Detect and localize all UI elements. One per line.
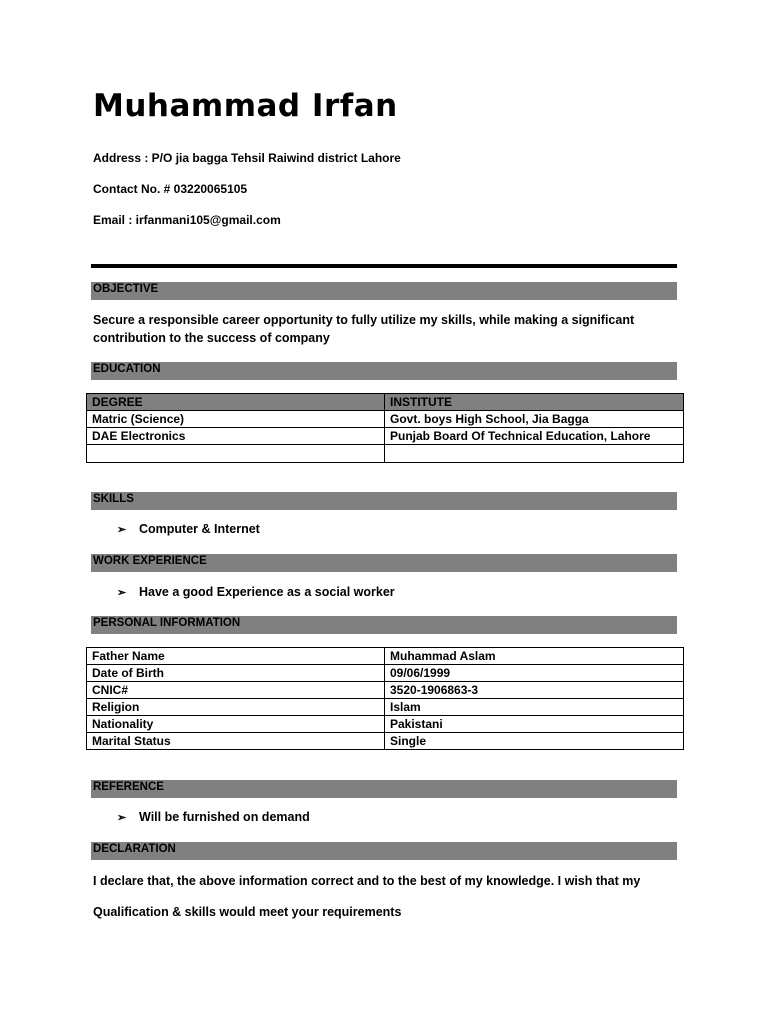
education-degree-cell [87,445,385,463]
resume-name: Muhammad Irfan [93,88,398,124]
objective-heading: OBJECTIVE [91,282,677,300]
personal-label-cell: Religion [87,699,385,716]
personal-label-cell: Marital Status [87,733,385,750]
education-degree-cell: DAE Electronics [87,428,385,445]
education-header-degree: DEGREE [87,394,385,411]
skills-heading: SKILLS [91,492,677,510]
table-row [87,733,684,750]
arrow-bullet-icon: ➢ [117,587,127,599]
list-item [117,585,395,599]
personal-information-heading: PERSONAL INFORMATION [91,616,677,634]
header-divider [91,264,677,268]
work-experience-heading: WORK EXPERIENCE [91,554,677,572]
declaration-line-2: Qualification & skills would meet your requirements [93,905,402,919]
objective-text: Secure a responsible career opportunity to fully utilize my skills, while making a significant contribution to the success of company [93,313,635,345]
arrow-bullet-icon: ➢ [117,812,127,824]
education-table [86,393,684,463]
work-text: Have a good Experience as a social worker [139,585,395,599]
education-header-institute: INSTITUTE [385,394,684,411]
declaration-line-1: I declare that, the above information correct and to the best of my knowledge. I wish that my [93,874,641,888]
education-heading: EDUCATION [91,362,677,380]
list-item [117,810,310,824]
personal-label-cell: Father Name [87,648,385,665]
personal-label-cell: CNIC# [87,682,385,699]
education-degree-cell: Matric (Science) [87,411,385,428]
personal-value-cell: Islam [385,699,684,716]
skill-text: Computer & Internet [139,522,260,536]
personal-value-cell: 3520-1906863-3 [385,682,684,699]
reference-heading: REFERENCE [91,780,677,798]
table-row [87,428,684,445]
arrow-bullet-icon: ➢ [117,524,127,536]
education-institute-cell: Punjab Board Of Technical Education, Lahore [385,428,684,445]
education-institute-cell [385,445,684,463]
personal-label-cell: Nationality [87,716,385,733]
personal-value-cell: Muhammad Aslam [385,648,684,665]
personal-label-cell: Date of Birth [87,665,385,682]
personal-information-table [86,647,684,750]
declaration-heading: DECLARATION [91,842,677,860]
email-line: Email : irfanmani105@gmail.com [93,213,281,227]
address-line: Address : P/O jia bagga Tehsil Raiwind district Lahore [93,151,401,165]
table-row [87,682,684,699]
education-header-row [87,394,684,411]
education-institute-cell: Govt. boys High School, Jia Bagga [385,411,684,428]
reference-text: Will be furnished on demand [139,810,310,824]
personal-value-cell: Pakistani [385,716,684,733]
table-row [87,699,684,716]
table-row [87,411,684,428]
table-row [87,445,684,463]
personal-value-cell: Single [385,733,684,750]
personal-value-cell: 09/06/1999 [385,665,684,682]
table-row [87,648,684,665]
list-item [117,522,260,536]
table-row [87,665,684,682]
table-row [87,716,684,733]
contact-line: Contact No. # 03220065105 [93,182,248,196]
